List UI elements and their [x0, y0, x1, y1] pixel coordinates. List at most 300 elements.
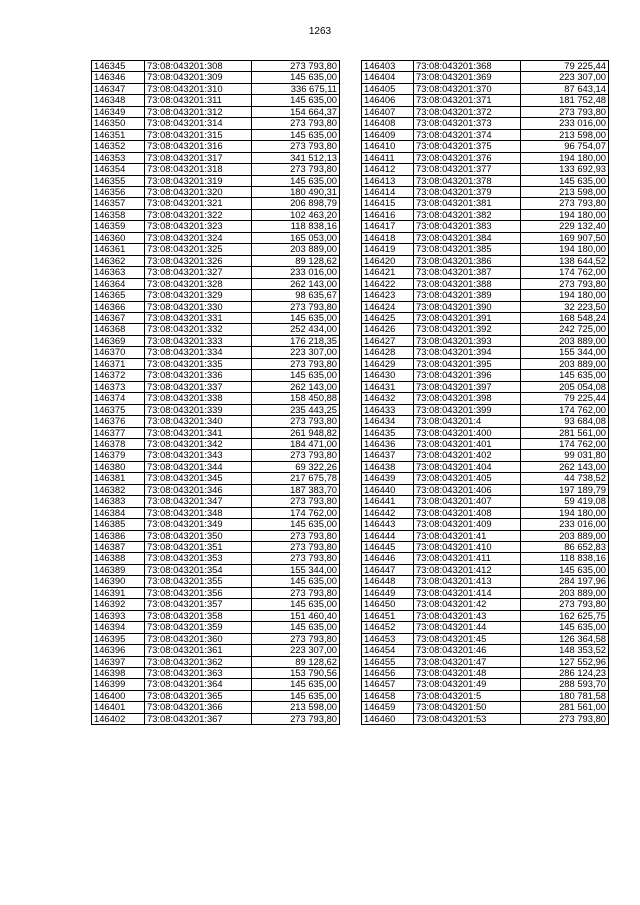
row-number-cell: 146375 — [92, 404, 145, 415]
cadastral-number-cell: 73:08:043201:49 — [414, 679, 521, 690]
table-row — [362, 702, 609, 713]
table-row — [92, 530, 340, 541]
table-row — [92, 564, 340, 575]
table-row — [92, 461, 340, 472]
value-cell: 151 460,40 — [252, 610, 340, 621]
cadastral-number-cell: 73:08:043201:318 — [145, 164, 252, 175]
table-row — [362, 370, 609, 381]
table-row — [92, 599, 340, 610]
value-cell: 133 692,93 — [521, 164, 609, 175]
row-number-cell: 146407 — [362, 106, 414, 117]
table-row — [92, 83, 340, 94]
cadastral-number-cell: 73:08:043201:358 — [145, 610, 252, 621]
cadastral-number-cell: 73:08:043201:376 — [414, 152, 521, 163]
value-cell: 145 635,00 — [521, 564, 609, 575]
cadastral-number-cell: 73:08:043201:335 — [145, 358, 252, 369]
cadastral-number-cell: 73:08:043201:370 — [414, 83, 521, 94]
value-cell: 273 793,80 — [521, 599, 609, 610]
row-number-cell: 146438 — [362, 461, 414, 472]
row-number-cell: 146349 — [92, 106, 145, 117]
cadastral-number-cell: 73:08:043201:394 — [414, 347, 521, 358]
cadastral-number-cell: 73:08:043201:341 — [145, 427, 252, 438]
row-number-cell: 146354 — [92, 164, 145, 175]
value-cell: 174 762,00 — [252, 507, 340, 518]
row-number-cell: 146405 — [362, 83, 414, 94]
table-row — [92, 519, 340, 530]
row-number-cell: 146352 — [92, 141, 145, 152]
value-cell: 145 635,00 — [252, 175, 340, 186]
table-row — [362, 347, 609, 358]
cadastral-number-cell: 73:08:043201:391 — [414, 312, 521, 323]
row-number-cell: 146447 — [362, 564, 414, 575]
cadastral-number-cell: 73:08:043201:342 — [145, 438, 252, 449]
row-number-cell: 146361 — [92, 244, 145, 255]
table-row — [92, 198, 340, 209]
value-cell: 181 752,48 — [521, 95, 609, 106]
table-row — [92, 61, 340, 72]
cadastral-number-cell: 73:08:043201:377 — [414, 164, 521, 175]
table-row — [92, 244, 340, 255]
cadastral-number-cell: 73:08:043201:340 — [145, 416, 252, 427]
value-cell: 194 180,00 — [521, 290, 609, 301]
table-row — [362, 72, 609, 83]
table-row — [92, 232, 340, 243]
value-cell: 93 684,08 — [521, 416, 609, 427]
table-row — [362, 484, 609, 495]
table-row — [362, 587, 609, 598]
table-row — [362, 312, 609, 323]
value-cell: 79 225,44 — [521, 393, 609, 404]
cadastral-number-cell: 73:08:043201:320 — [145, 186, 252, 197]
value-cell: 145 635,00 — [252, 519, 340, 530]
table-row — [92, 484, 340, 495]
row-number-cell: 146401 — [92, 702, 145, 713]
row-number-cell: 146440 — [362, 484, 414, 495]
cadastral-number-cell: 73:08:043201:349 — [145, 519, 252, 530]
table-row — [92, 301, 340, 312]
row-number-cell: 146359 — [92, 221, 145, 232]
cadastral-number-cell: 73:08:043201:46 — [414, 645, 521, 656]
row-number-cell: 146393 — [92, 610, 145, 621]
table-row — [362, 610, 609, 621]
cadastral-number-cell: 73:08:043201:312 — [145, 106, 252, 117]
table-row — [92, 416, 340, 427]
value-cell: 273 793,80 — [252, 61, 340, 72]
row-number-cell: 146458 — [362, 690, 414, 701]
row-number-cell: 146422 — [362, 278, 414, 289]
row-number-cell: 146402 — [92, 713, 145, 724]
cadastral-number-cell: 73:08:043201:316 — [145, 141, 252, 152]
cadastral-number-cell: 73:08:043201:371 — [414, 95, 521, 106]
value-cell: 69 322,26 — [252, 461, 340, 472]
cadastral-number-cell: 73:08:043201:308 — [145, 61, 252, 72]
row-number-cell: 146443 — [362, 519, 414, 530]
table-row — [362, 152, 609, 163]
value-cell: 126 364,58 — [521, 633, 609, 644]
row-number-cell: 146419 — [362, 244, 414, 255]
cadastral-number-cell: 73:08:043201:398 — [414, 393, 521, 404]
table-row — [362, 656, 609, 667]
row-number-cell: 146434 — [362, 416, 414, 427]
table-row — [92, 587, 340, 598]
value-cell: 153 790,56 — [252, 668, 340, 679]
table-row — [92, 221, 340, 232]
table-row — [92, 152, 340, 163]
row-number-cell: 146428 — [362, 347, 414, 358]
table-row — [362, 416, 609, 427]
cadastral-number-cell: 73:08:043201:404 — [414, 461, 521, 472]
row-number-cell: 146389 — [92, 564, 145, 575]
row-number-cell: 146455 — [362, 656, 414, 667]
value-cell: 223 307,00 — [521, 72, 609, 83]
row-number-cell: 146385 — [92, 519, 145, 530]
row-number-cell: 146394 — [92, 622, 145, 633]
value-cell: 174 762,00 — [521, 438, 609, 449]
table-row — [92, 290, 340, 301]
table-row — [92, 164, 340, 175]
value-cell: 118 838,16 — [252, 221, 340, 232]
value-cell: 229 132,40 — [521, 221, 609, 232]
value-cell: 213 598,00 — [252, 702, 340, 713]
row-number-cell: 146386 — [92, 530, 145, 541]
table-row — [92, 358, 340, 369]
cadastral-number-cell: 73:08:043201:317 — [145, 152, 252, 163]
value-cell: 273 793,80 — [252, 530, 340, 541]
row-number-cell: 146368 — [92, 324, 145, 335]
row-number-cell: 146357 — [92, 198, 145, 209]
cadastral-number-cell: 73:08:043201:373 — [414, 118, 521, 129]
value-cell: 341 512,13 — [252, 152, 340, 163]
table-row — [92, 576, 340, 587]
row-number-cell: 146350 — [92, 118, 145, 129]
value-cell: 138 644,52 — [521, 255, 609, 266]
table-row — [362, 622, 609, 633]
value-cell: 273 793,80 — [252, 553, 340, 564]
value-cell: 174 762,00 — [521, 404, 609, 415]
row-number-cell: 146356 — [92, 186, 145, 197]
value-cell: 273 793,80 — [252, 713, 340, 724]
row-number-cell: 146362 — [92, 255, 145, 266]
table-row — [362, 576, 609, 587]
row-number-cell: 146421 — [362, 267, 414, 278]
cadastral-number-cell: 73:08:043201:330 — [145, 301, 252, 312]
table-row — [362, 542, 609, 553]
row-number-cell: 146366 — [92, 301, 145, 312]
row-number-cell: 146396 — [92, 645, 145, 656]
value-cell: 145 635,00 — [252, 690, 340, 701]
table-row — [362, 106, 609, 117]
row-number-cell: 146430 — [362, 370, 414, 381]
row-number-cell: 146460 — [362, 713, 414, 724]
table-row — [362, 255, 609, 266]
value-cell: 273 793,80 — [252, 118, 340, 129]
table-row — [92, 186, 340, 197]
table-row — [362, 267, 609, 278]
value-cell: 59 419,08 — [521, 496, 609, 507]
row-number-cell: 146387 — [92, 542, 145, 553]
value-cell: 154 664,37 — [252, 106, 340, 117]
cadastral-number-cell: 73:08:043201:5 — [414, 690, 521, 701]
value-cell: 145 635,00 — [252, 95, 340, 106]
table-row — [92, 438, 340, 449]
register-table-left — [91, 60, 340, 725]
row-number-cell: 146369 — [92, 335, 145, 346]
value-cell: 206 898,79 — [252, 198, 340, 209]
cadastral-number-cell: 73:08:043201:347 — [145, 496, 252, 507]
row-number-cell: 146414 — [362, 186, 414, 197]
table-row — [92, 668, 340, 679]
value-cell: 223 307,00 — [252, 645, 340, 656]
cadastral-number-cell: 73:08:043201:4 — [414, 416, 521, 427]
cadastral-number-cell: 73:08:043201:44 — [414, 622, 521, 633]
table-row — [362, 496, 609, 507]
value-cell: 273 793,80 — [521, 106, 609, 117]
row-number-cell: 146442 — [362, 507, 414, 518]
cadastral-number-cell: 73:08:043201:350 — [145, 530, 252, 541]
cadastral-number-cell: 73:08:043201:399 — [414, 404, 521, 415]
cadastral-number-cell: 73:08:043201:324 — [145, 232, 252, 243]
row-number-cell: 146415 — [362, 198, 414, 209]
table-row — [362, 221, 609, 232]
cadastral-number-cell: 73:08:043201:405 — [414, 473, 521, 484]
cadastral-number-cell: 73:08:043201:386 — [414, 255, 521, 266]
cadastral-number-cell: 73:08:043201:366 — [145, 702, 252, 713]
table-row — [362, 244, 609, 255]
row-number-cell: 146420 — [362, 255, 414, 266]
table-row — [92, 278, 340, 289]
row-number-cell: 146351 — [92, 129, 145, 140]
row-number-cell: 146449 — [362, 587, 414, 598]
value-cell: 273 793,80 — [252, 587, 340, 598]
value-cell: 273 793,80 — [252, 416, 340, 427]
table-row — [92, 393, 340, 404]
table-row — [362, 553, 609, 564]
table-row — [92, 324, 340, 335]
value-cell: 102 463,20 — [252, 209, 340, 220]
row-number-cell: 146403 — [362, 61, 414, 72]
cadastral-number-cell: 73:08:043201:48 — [414, 668, 521, 679]
table-row — [362, 209, 609, 220]
table-row — [92, 713, 340, 724]
value-cell: 169 907,50 — [521, 232, 609, 243]
cadastral-number-cell: 73:08:043201:360 — [145, 633, 252, 644]
value-cell: 99 031,80 — [521, 450, 609, 461]
value-cell: 252 434,00 — [252, 324, 340, 335]
value-cell: 205 054,08 — [521, 381, 609, 392]
cadastral-number-cell: 73:08:043201:53 — [414, 713, 521, 724]
table-row — [362, 404, 609, 415]
value-cell: 281 561,00 — [521, 427, 609, 438]
cadastral-number-cell: 73:08:043201:329 — [145, 290, 252, 301]
cadastral-number-cell: 73:08:043201:392 — [414, 324, 521, 335]
table-row — [92, 679, 340, 690]
row-number-cell: 146436 — [362, 438, 414, 449]
row-number-cell: 146431 — [362, 381, 414, 392]
page-number: 1263 — [308, 26, 332, 37]
table-row — [92, 209, 340, 220]
cadastral-number-cell: 73:08:043201:319 — [145, 175, 252, 186]
table-row — [362, 118, 609, 129]
value-cell: 174 762,00 — [521, 267, 609, 278]
table-row — [92, 553, 340, 564]
table-row — [362, 335, 609, 346]
cadastral-number-cell: 73:08:043201:50 — [414, 702, 521, 713]
table-row — [362, 129, 609, 140]
value-cell: 281 561,00 — [521, 702, 609, 713]
row-number-cell: 146416 — [362, 209, 414, 220]
table-row — [92, 507, 340, 518]
table-row — [92, 370, 340, 381]
row-number-cell: 146371 — [92, 358, 145, 369]
row-number-cell: 146364 — [92, 278, 145, 289]
cadastral-number-cell: 73:08:043201:407 — [414, 496, 521, 507]
cadastral-number-cell: 73:08:043201:383 — [414, 221, 521, 232]
cadastral-number-cell: 73:08:043201:345 — [145, 473, 252, 484]
value-cell: 288 593,70 — [521, 679, 609, 690]
value-cell: 203 889,00 — [521, 530, 609, 541]
row-number-cell: 146451 — [362, 610, 414, 621]
value-cell: 217 675,78 — [252, 473, 340, 484]
value-cell: 233 016,00 — [521, 118, 609, 129]
row-number-cell: 146450 — [362, 599, 414, 610]
cadastral-number-cell: 73:08:043201:315 — [145, 129, 252, 140]
value-cell: 145 635,00 — [252, 679, 340, 690]
value-cell: 148 353,52 — [521, 645, 609, 656]
row-number-cell: 146398 — [92, 668, 145, 679]
value-cell: 86 652,83 — [521, 542, 609, 553]
cadastral-number-cell: 73:08:043201:374 — [414, 129, 521, 140]
cadastral-number-cell: 73:08:043201:389 — [414, 290, 521, 301]
table-row — [362, 473, 609, 484]
table-row — [362, 530, 609, 541]
table-row — [362, 301, 609, 312]
table-row — [362, 278, 609, 289]
cadastral-number-cell: 73:08:043201:359 — [145, 622, 252, 633]
row-number-cell: 146433 — [362, 404, 414, 415]
cadastral-number-cell: 73:08:043201:400 — [414, 427, 521, 438]
cadastral-number-cell: 73:08:043201:344 — [145, 461, 252, 472]
cadastral-number-cell: 73:08:043201:406 — [414, 484, 521, 495]
row-number-cell: 146441 — [362, 496, 414, 507]
table-row — [92, 690, 340, 701]
row-number-cell: 146429 — [362, 358, 414, 369]
row-number-cell: 146435 — [362, 427, 414, 438]
table-row — [92, 106, 340, 117]
table-row — [362, 633, 609, 644]
cadastral-number-cell: 73:08:043201:361 — [145, 645, 252, 656]
value-cell: 273 793,80 — [521, 278, 609, 289]
table-row — [92, 347, 340, 358]
cadastral-number-cell: 73:08:043201:355 — [145, 576, 252, 587]
table-row — [362, 358, 609, 369]
cadastral-number-cell: 73:08:043201:388 — [414, 278, 521, 289]
table-row — [92, 610, 340, 621]
value-cell: 155 344,00 — [252, 564, 340, 575]
row-number-cell: 146432 — [362, 393, 414, 404]
row-number-cell: 146345 — [92, 61, 145, 72]
cadastral-number-cell: 73:08:043201:43 — [414, 610, 521, 621]
value-cell: 194 180,00 — [521, 152, 609, 163]
value-cell: 223 307,00 — [252, 347, 340, 358]
cadastral-number-cell: 73:08:043201:346 — [145, 484, 252, 495]
cadastral-number-cell: 73:08:043201:364 — [145, 679, 252, 690]
value-cell: 145 635,00 — [521, 175, 609, 186]
table-row — [92, 129, 340, 140]
row-number-cell: 146395 — [92, 633, 145, 644]
table-row — [92, 427, 340, 438]
value-cell: 336 675,11 — [252, 83, 340, 94]
value-cell: 32 223,50 — [521, 301, 609, 312]
value-cell: 261 948,82 — [252, 427, 340, 438]
value-cell: 127 552,96 — [521, 656, 609, 667]
cadastral-number-cell: 73:08:043201:328 — [145, 278, 252, 289]
value-cell: 98 635,67 — [252, 290, 340, 301]
value-cell: 89 128,62 — [252, 255, 340, 266]
row-number-cell: 146384 — [92, 507, 145, 518]
cadastral-number-cell: 73:08:043201:356 — [145, 587, 252, 598]
row-number-cell: 146353 — [92, 152, 145, 163]
row-number-cell: 146409 — [362, 129, 414, 140]
cadastral-number-cell: 73:08:043201:309 — [145, 72, 252, 83]
table-row — [362, 690, 609, 701]
cadastral-number-cell: 73:08:043201:337 — [145, 381, 252, 392]
table-row — [362, 381, 609, 392]
cadastral-number-cell: 73:08:043201:311 — [145, 95, 252, 106]
cadastral-number-cell: 73:08:043201:323 — [145, 221, 252, 232]
table-row — [362, 83, 609, 94]
cadastral-number-cell: 73:08:043201:338 — [145, 393, 252, 404]
cadastral-number-cell: 73:08:043201:339 — [145, 404, 252, 415]
value-cell: 273 793,80 — [252, 633, 340, 644]
cadastral-number-cell: 73:08:043201:393 — [414, 335, 521, 346]
cadastral-number-cell: 73:08:043201:410 — [414, 542, 521, 553]
table-row — [362, 461, 609, 472]
cadastral-number-cell: 73:08:043201:314 — [145, 118, 252, 129]
row-number-cell: 146380 — [92, 461, 145, 472]
row-number-cell: 146377 — [92, 427, 145, 438]
value-cell: 273 793,80 — [252, 164, 340, 175]
register-table-right — [361, 60, 609, 725]
table-row — [92, 633, 340, 644]
row-number-cell: 146382 — [92, 484, 145, 495]
row-number-cell: 146404 — [362, 72, 414, 83]
row-number-cell: 146367 — [92, 312, 145, 323]
row-number-cell: 146388 — [92, 553, 145, 564]
row-number-cell: 146417 — [362, 221, 414, 232]
cadastral-number-cell: 73:08:043201:365 — [145, 690, 252, 701]
cadastral-number-cell: 73:08:043201:381 — [414, 198, 521, 209]
row-number-cell: 146373 — [92, 381, 145, 392]
value-cell: 180 781,58 — [521, 690, 609, 701]
cadastral-number-cell: 73:08:043201:384 — [414, 232, 521, 243]
value-cell: 262 143,00 — [252, 381, 340, 392]
value-cell: 273 793,80 — [252, 496, 340, 507]
row-number-cell: 146445 — [362, 542, 414, 553]
value-cell: 145 635,00 — [252, 370, 340, 381]
cadastral-number-cell: 73:08:043201:47 — [414, 656, 521, 667]
cadastral-number-cell: 73:08:043201:387 — [414, 267, 521, 278]
cadastral-number-cell: 73:08:043201:368 — [414, 61, 521, 72]
row-number-cell: 146459 — [362, 702, 414, 713]
value-cell: 203 889,00 — [252, 244, 340, 255]
value-cell: 165 053,00 — [252, 232, 340, 243]
row-number-cell: 146399 — [92, 679, 145, 690]
cadastral-number-cell: 73:08:043201:343 — [145, 450, 252, 461]
table-row — [92, 622, 340, 633]
cadastral-number-cell: 73:08:043201:45 — [414, 633, 521, 644]
value-cell: 194 180,00 — [521, 244, 609, 255]
row-number-cell: 146454 — [362, 645, 414, 656]
